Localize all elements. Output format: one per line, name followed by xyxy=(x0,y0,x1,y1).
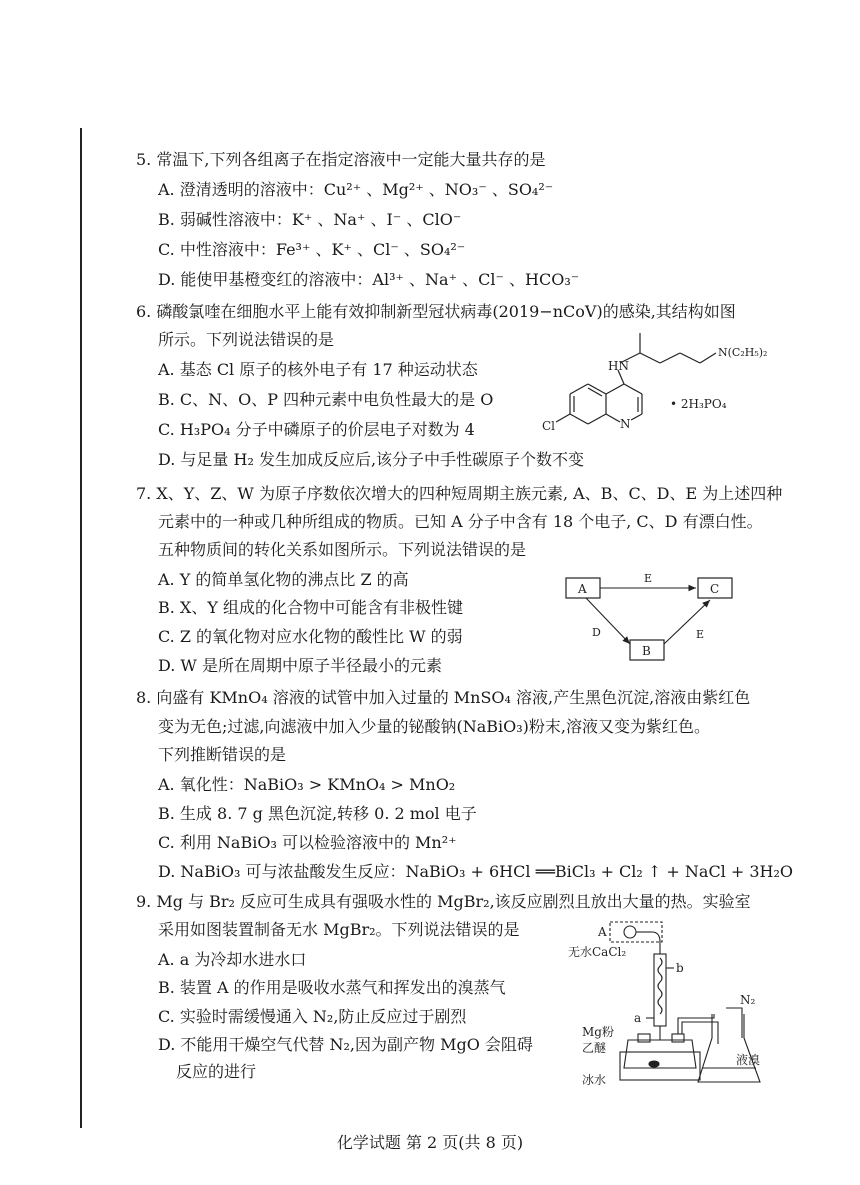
label-a: a xyxy=(634,1011,642,1025)
q6-stem-line1: 6. 磷酸氯喹在细胞水平上能有效抑制新型冠状病毒(2019−nCoV)的感染,其结构如图 xyxy=(136,302,736,321)
q8-stem-line3: 下列推断错误的是 xyxy=(158,745,287,764)
label-mg: Mg粉 xyxy=(582,1025,614,1039)
q7-stem-line3: 五种物质间的转化关系如图所示。下列说法错误的是 xyxy=(158,540,527,559)
q9-option-a: A. a 为冷却水进水口 xyxy=(158,950,307,969)
q5-stem: 5. 常温下,下列各组离子在指定溶液中一定能大量共存的是 xyxy=(136,150,546,169)
box-b-label: B xyxy=(642,644,651,658)
q7-stem-line1: 7. X、Y、Z、W 为原子序数依次增大的四种短周期主族元素, A、B、C、D、E 为上述四种 xyxy=(136,484,783,503)
box-c-label: C xyxy=(710,582,720,596)
q8-option-c: C. 利用 NaBiO₃ 可以检验溶液中的 Mn²⁺ xyxy=(158,833,457,852)
q7-stem-line2: 元素中的一种或几种所组成的物质。已知 A 分子中含有 18 个电子, C、D 有漂白性。 xyxy=(158,512,763,531)
fig-label-salt: • 2H₃PO₄ xyxy=(670,397,727,411)
label-ether: 乙醚 xyxy=(582,1041,607,1055)
q5-option-d: D. 能使甲基橙变红的溶液中：Al³⁺ 、Na⁺ 、Cl⁻ 、HCO₃⁻ xyxy=(158,270,580,289)
arrow-e-top-label: E xyxy=(644,572,653,585)
q5-option-a: A. 澄清透明的溶液中：Cu²⁺ 、Mg²⁺ 、NO₃⁻ 、SO₄²⁻ xyxy=(158,180,554,199)
chloroquine-structure-figure xyxy=(540,328,800,436)
q8-option-d: D. NaBiO₃ 可与浓盐酸发生反应：NaBiO₃ + 6HCl ══BiCl₃ + Cl₂ ↑ + NaCl + 3H₂O xyxy=(158,862,794,881)
arrow-d-label: D xyxy=(592,626,601,639)
fig-label-cl: Cl xyxy=(542,419,556,433)
q5-option-b: B. 弱碱性溶液中：K⁺ 、Na⁺ 、I⁻ 、ClO⁻ xyxy=(158,210,462,229)
q6-option-a: A. 基态 Cl 原子的核外电子有 17 种运动状态 xyxy=(158,360,478,379)
fig-label-n: N xyxy=(620,417,631,431)
q6-option-c: C. H₃PO₄ 分子中磷原子的价层电子对数为 4 xyxy=(158,420,475,439)
q6-option-d: D. 与足量 H₂ 发生加成反应后,该分子中手性碳原子个数不变 xyxy=(158,450,585,469)
arrow-e-right-label: E xyxy=(696,628,705,641)
q6-option-b: B. C、N、O、P 四种元素中电负性最大的是 O xyxy=(158,390,494,409)
q9-stem-line2: 采用如图装置制备无水 MgBr₂。下列说法错误的是 xyxy=(158,920,520,939)
label-liquid-bromine: 液溴 xyxy=(736,1053,761,1067)
q8-stem-line2: 变为无色;过滤,向滤液中加入少量的铋酸钠(NaBiO₃)粉末,溶液又变为紫红色。 xyxy=(158,717,710,736)
q7-transformation-diagram xyxy=(560,568,750,668)
q8-option-a: A. 氧化性：NaBiO₃ > KMnO₄ > MnO₂ xyxy=(158,775,456,794)
label-a-box: A xyxy=(598,925,607,939)
q5-option-c: C. 中性溶液中：Fe³⁺ 、K⁺ 、Cl⁻ 、SO₄²⁻ xyxy=(158,240,466,259)
q9-option-c: C. 实验时需缓慢通入 N₂,防止反应过于剧烈 xyxy=(158,1007,467,1026)
fig-label-hn: HN xyxy=(608,359,629,373)
q8-stem-line1: 8. 向盛有 KMnO₄ 溶液的试管中加入过量的 MnSO₄ 溶液,产生黑色沉淀,溶液由紫红色 xyxy=(136,688,751,707)
q9-option-d: D. 不能用干燥空气代替 N₂,因为副产物 MgO 会阻碍 xyxy=(158,1035,533,1054)
fig-label-amine: N(C₂H₅)₂ xyxy=(718,346,768,359)
q7-option-b: B. X、Y 组成的化合物中可能含有非极性键 xyxy=(158,598,463,617)
q9-option-b: B. 装置 A 的作用是吸收水蒸气和挥发出的溴蒸气 xyxy=(158,978,506,997)
q9-option-d-cont: 反应的进行 xyxy=(176,1062,257,1081)
q8-option-b: B. 生成 8. 7 g 黑色沉淀,转移 0. 2 mol 电子 xyxy=(158,804,477,823)
q6-stem-line2: 所示。下列说法错误的是 xyxy=(158,330,335,349)
q7-option-d: D. W 是所在周期中原子半径最小的元素 xyxy=(158,656,442,675)
label-n2: N₂ xyxy=(740,993,756,1007)
label-cacl2: 无水CaCl₂ xyxy=(568,945,627,959)
binding-margin-line xyxy=(80,128,82,1128)
mgbr2-apparatus-figure xyxy=(568,918,778,1093)
box-a-label: A xyxy=(578,582,587,596)
page-footer: 化学试题 第 2 页(共 8 页) xyxy=(336,1133,524,1152)
label-ice-water: 冰水 xyxy=(582,1073,607,1087)
q7-option-a: A. Y 的简单氢化物的沸点比 Z 的高 xyxy=(158,570,409,589)
q9-stem-line1: 9. Mg 与 Br₂ 反应可生成具有强吸水性的 MgBr₂,该反应剧烈且放出大量的热。实验室 xyxy=(136,892,751,911)
q7-option-c: C. Z 的氧化物对应水化物的酸性比 W 的弱 xyxy=(158,627,463,646)
label-b: b xyxy=(676,961,684,975)
